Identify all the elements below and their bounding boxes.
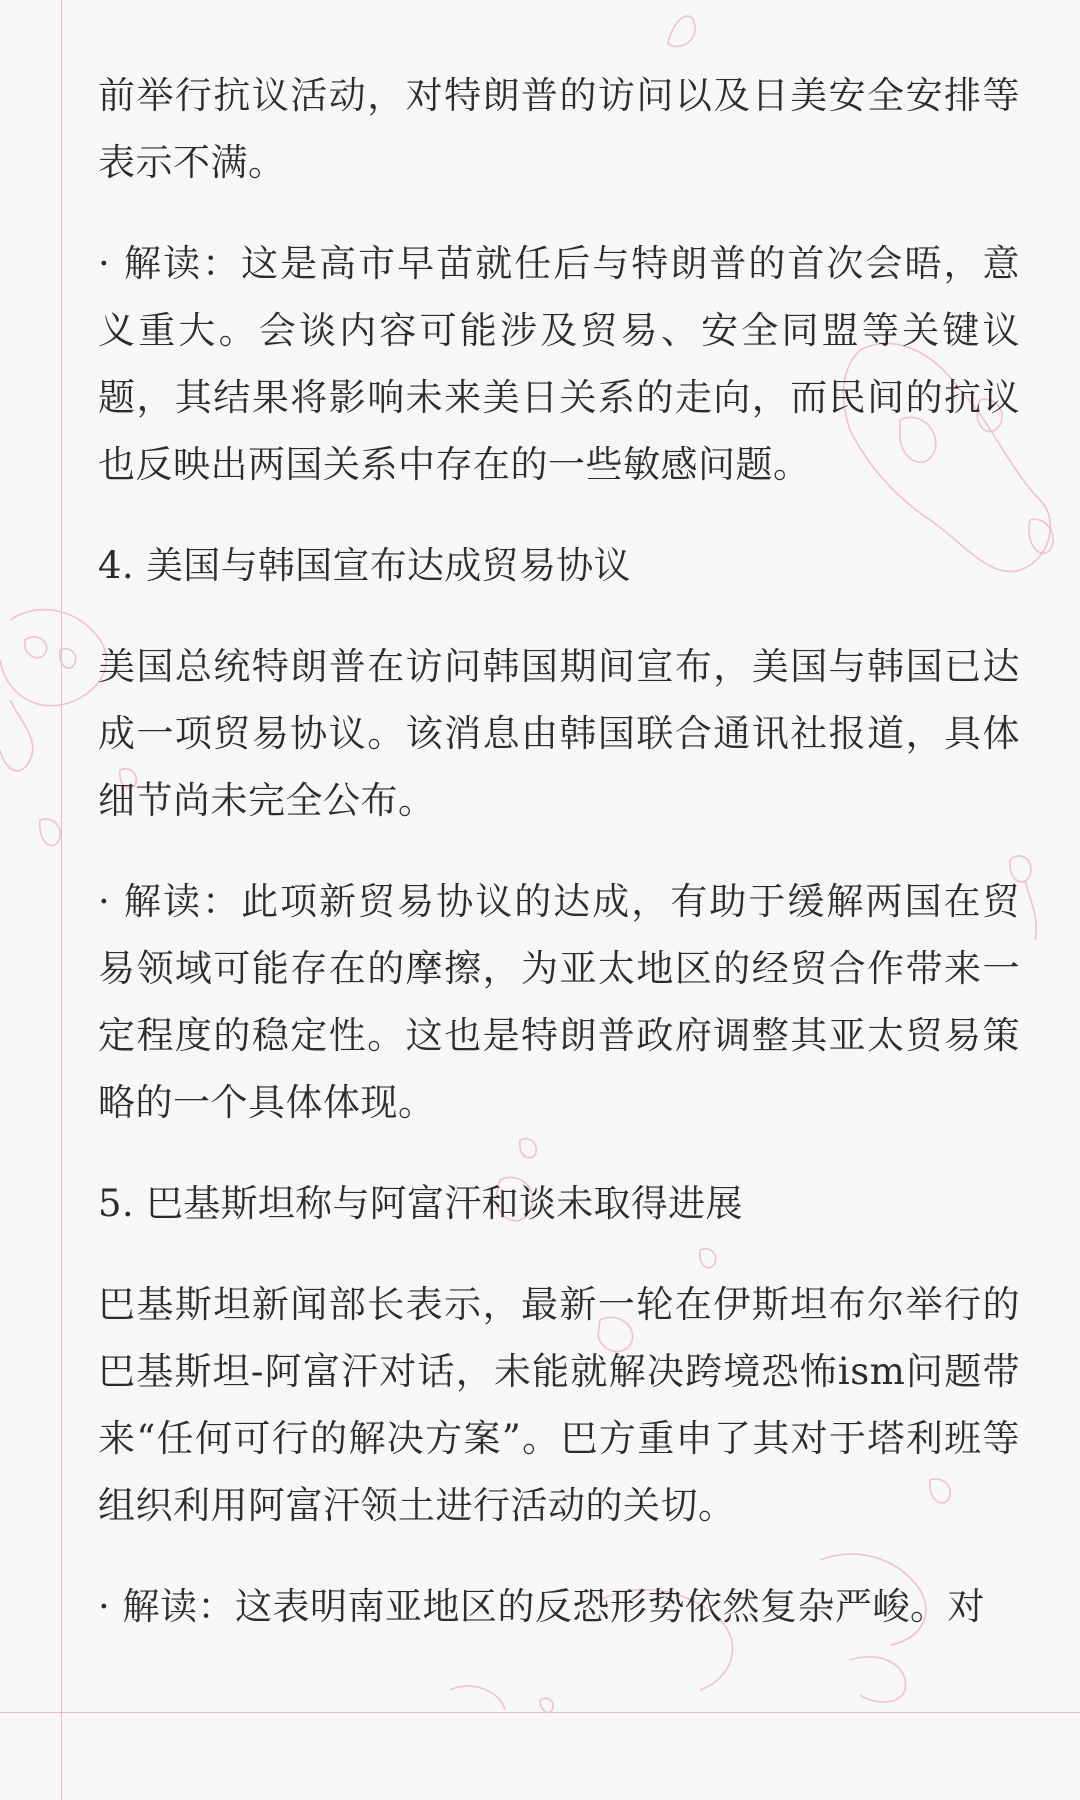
paragraph-protest-continued: 前举行抗议活动，对特朗普的访问以及日美安全安排等表示不满。: [98, 74, 1020, 184]
section-heading-4: 4. 美国与韩国宣布达成贸易协议: [98, 544, 631, 587]
bottom-rule: [0, 1712, 1080, 1713]
analysis-south-asia-counterterrorism: · 解读：这表明南亚地区的反恐形势依然复杂严峻。对: [98, 1585, 986, 1628]
analysis-us-korea-trade: · 解读：此项新贸易协议的达成，有助于缓解两国在贸易领域可能存在的摩擦，为亚太地区的经贸合作带来一定程度的稳定性。这也是特朗普政府调整其亚太贸易策略的一个具体体现。: [98, 880, 1020, 1124]
paragraph-pakistan-afghanistan-talks: 巴基斯坦新闻部长表示，最新一轮在伊斯坦布尔举行的巴基斯坦-阿富汗对话，未能就解决跨境恐怖ism问题带来“任何可行的解决方案”。巴方重申了其对于塔利班等组织利用阿富汗领土进行活动的关切。: [98, 1283, 1020, 1527]
analysis-japan-us-meeting: · 解读：这是高市早苗就任后与特朗普的首次会晤，意义重大。会谈内容可能涉及贸易、安全同盟等关键议题，其结果将影响未来美日关系的走向，而民间的抗议也反映出两国关系中存在的一些敏感问题。: [98, 242, 1020, 486]
section-heading-5: 5. 巴基斯坦称与阿富汗和谈未取得进展: [98, 1182, 743, 1225]
article-body: [98, 62, 1020, 1640]
paragraph-us-korea-trade: 美国总统特朗普在访问韩国期间宣布，美国与韩国已达成一项贸易协议。该消息由韩国联合通讯社报道，具体细节尚未完全公布。: [98, 645, 1020, 822]
margin-rule: [61, 0, 62, 1800]
